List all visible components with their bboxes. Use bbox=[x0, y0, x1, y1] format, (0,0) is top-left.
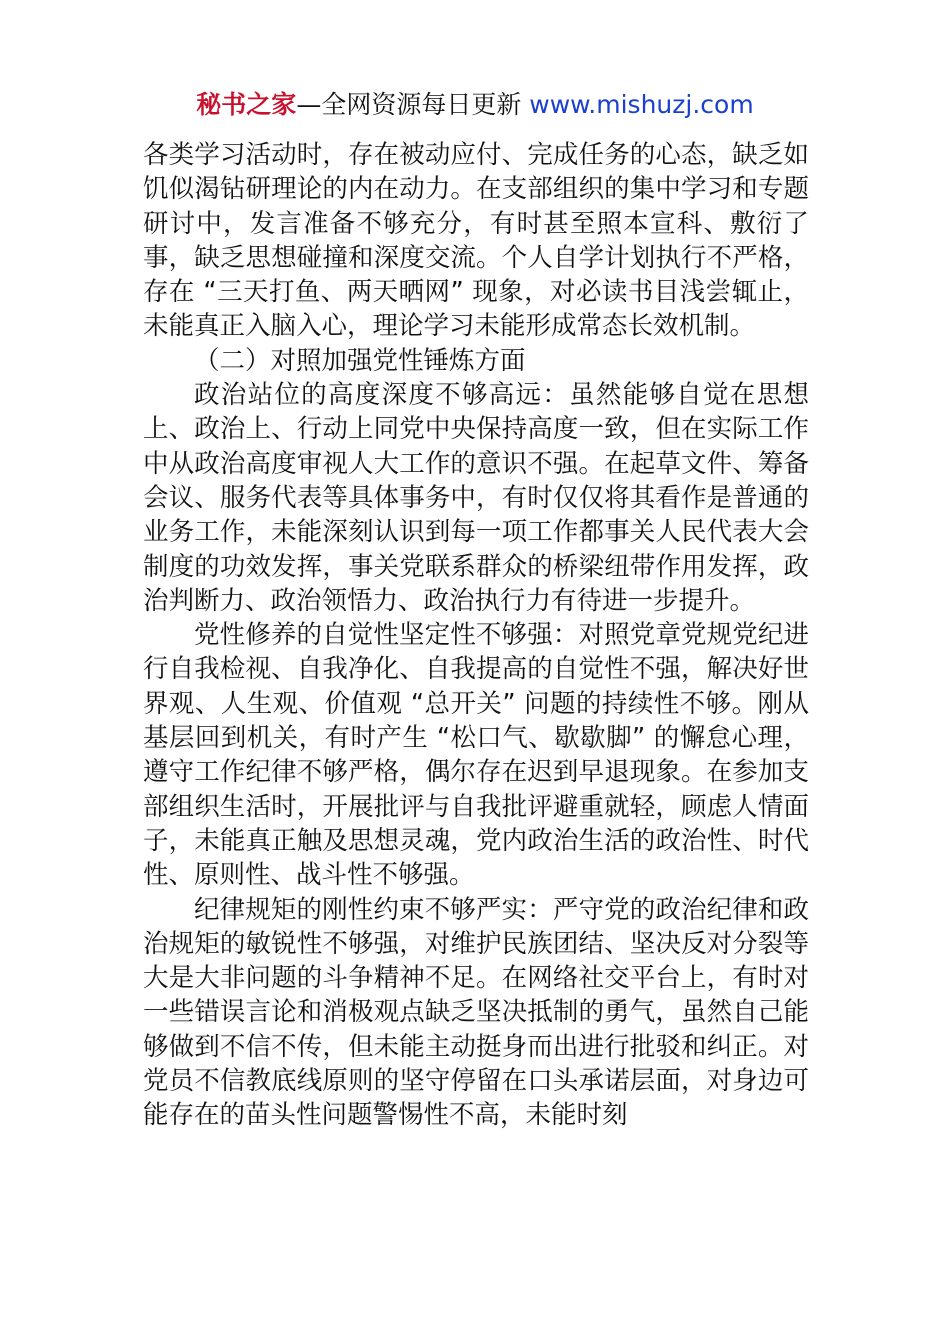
document-body bbox=[143, 138, 809, 1133]
page-header bbox=[0, 88, 950, 122]
paragraph-discipline-rules: 纪律规矩的刚性约束不够严实：严守党的政治纪律和政治规矩的敏锐性不够强，对维护民族团结、坚决反对分裂等大是大非问题的斗争精神不足。在网络社交平台上，有时对一些错误言论和消极观点缺乏坚决抵制的勇气，虽然自己能够做到不信不传，但未能主动挺身而出进行批驳和纠正。对党员不信教底线原则的坚守停留在口头承诺层面，对身边可能存在的苗头性问题警惕性不高，未能时刻 bbox=[143, 894, 809, 1131]
paragraph-party-cultivation: 党性修养的自觉性坚定性不够强：对照党章党规党纪进行自我检视、自我净化、自我提高的自觉性不强，解决好世界观、人生观、价值观 “总开关” 问题的持续性不够。刚从基层回到机关，有时产生 “松口气、歇歇脚” 的懈怠心理，遵守工作纪律不够严格，偶尔存在迟到早退现象。在参加支部组织生活时，开展批评与自我批评避重就轻，顾虑人情面子，未能真正触及思想灵魂，党内政治生活的政治性、时代性、原则性、战斗性不够强。 bbox=[143, 620, 809, 891]
site-tagline: —全网资源每日更新 bbox=[296, 90, 530, 119]
paragraph-continuation: 各类学习活动时，存在被动应付、完成任务的心态，缺乏如饥似渴钻研理论的内在动力。在支部组织的集中学习和专题研讨中，发言准备不够充分，有时甚至照本宣科、敷衍了事，缺乏思想碰撞和深度交流。个人自学计划执行不严格，存在 “三天打鱼、两天晒网” 现象，对必读书目浅尝辄止，未能真正入脑入心，理论学习未能形成常态长效机制。 bbox=[143, 140, 809, 342]
paragraph-political-stance: 政治站位的高度深度不够高远：虽然能够自觉在思想上、政治上、行动上同党中央保持高度一致，但在实际工作中从政治高度审视人大工作的意识不强。在起草文件、筹备会议、服务代表等具体事务中，有时仅仅将其看作是普通的业务工作，未能深刻认识到每一项工作都事关人民代表大会制度的功效发挥，事关党联系群众的桥梁纽带作用发挥，政治判断力、政治领悟力、政治执行力有待进一步提升。 bbox=[143, 380, 809, 616]
site-url-link[interactable]: www.mishuzj.com bbox=[529, 90, 754, 119]
section-heading: （二）对照加强党性锤炼方面 bbox=[194, 345, 526, 376]
site-brand: 秘书之家 bbox=[196, 90, 297, 119]
